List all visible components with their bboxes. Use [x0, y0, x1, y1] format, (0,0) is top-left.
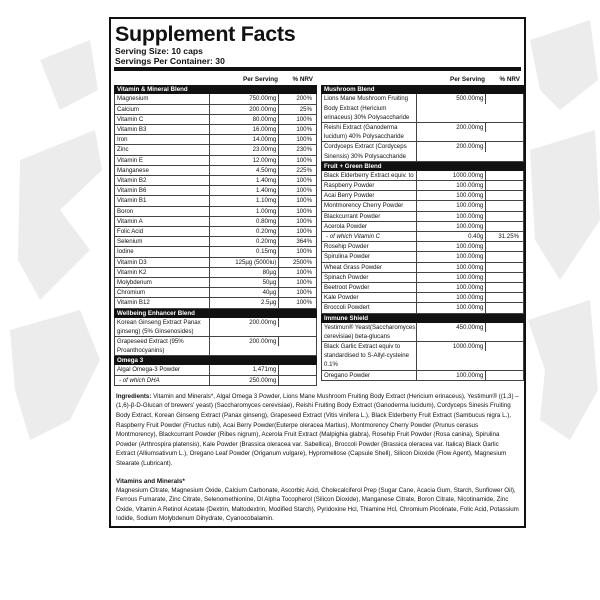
- nrv-value: 100%: [296, 156, 312, 164]
- ingredient-name: Folic Acid: [115, 227, 210, 236]
- table-row: [114, 217, 317, 227]
- per-serving-value: 0.80mg: [210, 217, 279, 226]
- ingredient-name: Vitamin B12: [115, 298, 210, 307]
- ingredient-name: Wheat Grass Powder: [322, 263, 417, 272]
- servings-per-container: Servings Per Container: 30: [115, 56, 225, 67]
- table-row: [321, 222, 524, 232]
- immune-rows: [321, 323, 524, 381]
- table-row: [114, 115, 317, 125]
- ingredient-name: Vitamin B3: [115, 125, 210, 134]
- vitamin-mineral-blend-header: Vitamin & Mineral Blend: [114, 85, 317, 94]
- table-row: [114, 94, 317, 104]
- table-row: [114, 237, 317, 247]
- per-serving-value: 250.00mg: [210, 376, 279, 385]
- per-serving-value: 2.5µg: [210, 298, 279, 307]
- nrv-value: 225%: [296, 166, 312, 174]
- table-row: [321, 201, 524, 211]
- table-row: [114, 135, 317, 145]
- column-header: [321, 75, 524, 85]
- per-serving-value: 200.00mg: [210, 318, 279, 327]
- per-serving-value: 23.00mg: [210, 145, 279, 154]
- per-serving-value: 50µg: [210, 278, 279, 287]
- ingredient-name: Chromium: [115, 288, 210, 297]
- per-serving-value: 100.00mg: [417, 201, 486, 210]
- ingredient-name: Rosehip Powder: [322, 242, 417, 251]
- ingredient-name: Boron: [115, 207, 210, 216]
- per-serving-value: 200.00mg: [417, 123, 486, 132]
- per-serving-value: 125µg (5000iu): [210, 258, 279, 267]
- table-row: [321, 263, 524, 273]
- table-row: [114, 105, 317, 115]
- ingredient-name: Yestimun® Yeast(Saccharomyces cerevisiae) beta-glucans: [324, 323, 416, 340]
- omega-blend-header: Omega 3: [114, 356, 317, 365]
- ingredient-name: Magnesium: [115, 94, 210, 103]
- table-row: [114, 186, 317, 196]
- per-serving-value: 100.00mg: [417, 222, 486, 231]
- nrv-value: 100%: [296, 268, 312, 276]
- per-serving-value: 100.00mg: [417, 293, 486, 302]
- table-row: [321, 283, 524, 293]
- per-serving-value: 1000.00mg: [417, 171, 486, 180]
- vitamins-minerals-text: Magnesium Citrate, Magnesium Oxide, Calcium Carbonate, Ascorbic Acid, Cholecalciferol Prep (Sugar Cane, Acacia Gum, Starch, Sunflower Oil), Ferrous Fumarate, Zinc Citrate, Selenomethionine, Dl Alpha Tocopherol (Silicon Dioxide), Manganese Citrate, Boron Citrate, Nicotinamide, Zinc Oxide, Vitamin A Retinol Acetate (Dextrin, Maltodextrin, Modified Starch), Pyridoxine Hcl, Thiamine Hcl, Chromium Picolinate, Folic Acid, Potassium Iodide, Sodium Molybdenum Dihydrate, Cyanocobalamin.: [116, 486, 519, 523]
- ingredient-name: Grapeseed Extract (95% Proanthocyanins): [115, 337, 210, 355]
- ingredient-name: Zinc: [115, 145, 210, 154]
- per-serving-value: 100.00mg: [417, 371, 486, 380]
- table-row: [321, 303, 524, 313]
- left-column: [114, 75, 317, 385]
- per-serving-value: 40µg: [210, 288, 279, 297]
- table-row: [114, 337, 317, 356]
- ingredient-name: Calcium: [115, 105, 210, 114]
- ingredient-name: Vitamin A: [115, 217, 210, 226]
- ingredient-name: Vitamin E: [115, 156, 210, 165]
- per-serving-value: 100.00mg: [417, 283, 486, 292]
- ingredient-name: Broccoli Powdert: [322, 303, 417, 312]
- table-row: [321, 371, 524, 381]
- per-serving-value: 14.00mg: [210, 135, 279, 144]
- ingredient-name: Black Garlic Extract equiv to standardised to S-Allyl-cysteine 0.1%: [322, 342, 417, 370]
- per-serving-value: 16.00mg: [210, 125, 279, 134]
- per-serving-value: 0.20mg: [210, 237, 279, 246]
- wellbeing-rows: [114, 318, 317, 357]
- ingredients-section: [114, 392, 521, 526]
- nrv-value: 100%: [296, 299, 312, 307]
- table-row: [321, 181, 524, 191]
- nrv-value: 25%: [299, 105, 312, 113]
- per-serving-value: 100.00mg: [417, 273, 486, 282]
- fruit-green-rows: [321, 171, 524, 314]
- table-row: [114, 156, 317, 166]
- per-serving-value: 1000.00mg: [417, 342, 486, 351]
- table-row: [321, 123, 524, 142]
- table-row: [114, 176, 317, 186]
- right-column: [321, 75, 524, 385]
- ingredients-text: Vitamin and Minerals*, Algal Omega 3 Powder, Lions Mane Mushroom Fruiting Body Extract (Hericium erinaceus), Yestimun® ((1,3) –(1,6)-β-D-Glucan of brewers' yeast) (Saccharomyces cerevisiae), Reishi Fruiting Body Extract (Ganoderma lucidum), Cordyceps Sinesis Fruiting Body Extract, Korean Ginseng Extract (Panax ginseng), Grapeseed Extract (Vitis vinifera L.), Black Elderberry Fruit Extract (Sambucus nigra L.), Raspberry Fruit Powder (Fructus rubi), Acai Berry Powder(Euterpe oleracea Martius), Montmorency Cherry Powder (Prunus cerasus Montmorency), Blackcurrant Powder (Ribes nigrum), Acerola Fruit Extract (Malpighia glabra), Rosehip Fruit Powder (Rosa canina), Spirulina Powder (Arthrospira platensis), Kale Powder (Brassica oleracea var. Sabellica), Broccoli Powder (Brassica oleracea var. Italica) Black Garlic Extract (Alliumsativum L.), Oregano Leaf Powder (Origanum vulgare), Hypromellose (Capsule Shell), Silicon Dioxide (Flow Agent), Magnesium Stearate (Lubricant).: [116, 392, 519, 468]
- ingredient-name: Beetroot Powder: [322, 283, 417, 292]
- table-row: [321, 94, 524, 123]
- per-serving-value: 100.00mg: [417, 252, 486, 261]
- ingredient-name: - of which Vitamin C: [322, 232, 417, 241]
- table-row: [321, 171, 524, 181]
- nrv-header: % NRV: [499, 76, 520, 84]
- table-row: [114, 247, 317, 257]
- vitamins-minerals-title: Vitamins and Minerals*: [116, 477, 185, 485]
- table-row: [114, 166, 317, 176]
- ingredient-name: Vitamin B1: [115, 196, 210, 205]
- per-serving-value: 80µg: [210, 268, 279, 277]
- per-serving-value: 1,471mg: [210, 365, 279, 374]
- nrv-value: 100%: [296, 217, 312, 225]
- ingredient-name: Blackcurrant Powder: [322, 212, 417, 221]
- table-row: [114, 227, 317, 237]
- per-serving-value: 200.00mg: [417, 142, 486, 151]
- table-row: [114, 376, 317, 386]
- per-serving-value: 1.00mg: [210, 207, 279, 216]
- nrv-value: 230%: [296, 146, 312, 154]
- per-serving-value: 4.50mg: [210, 166, 279, 175]
- facts-columns: [114, 75, 521, 385]
- per-serving-value: 200.00mg: [210, 337, 279, 346]
- table-row: [321, 293, 524, 303]
- per-serving-value: 1.40mg: [210, 186, 279, 195]
- nrv-value: 100%: [296, 248, 312, 256]
- nrv-value: 100%: [296, 136, 312, 144]
- ingredient-name: Acerola Powder: [322, 222, 417, 231]
- ingredient-name: Cordyceps Extract (Cordyceps Sinensis) 30% Polysaccharide: [322, 142, 417, 160]
- ingredient-name: Montmorency Cherry Powder: [322, 201, 417, 210]
- table-row: [114, 288, 317, 298]
- table-row: [114, 318, 317, 337]
- mushroom-rows: [321, 94, 524, 161]
- mushroom-blend-header: Mushroom Blend: [321, 85, 524, 94]
- per-serving-value: 0.40g: [417, 232, 486, 241]
- table-row: [321, 232, 524, 242]
- ingredient-name: Vitamin B2: [115, 176, 210, 185]
- ingredient-name: Vitamin C: [115, 115, 210, 124]
- per-serving-value: 100.00mg: [417, 263, 486, 272]
- nrv-value: 31.25%: [498, 233, 519, 241]
- ingredient-name: Acai Berry Powder: [322, 191, 417, 200]
- nrv-value: 364%: [296, 238, 312, 246]
- per-serving-value: 80.00mg: [210, 115, 279, 124]
- per-serving-value: 12.00mg: [210, 156, 279, 165]
- ingredients-paragraph: [116, 392, 519, 469]
- per-serving-value: 1.40mg: [210, 176, 279, 185]
- per-serving-value: 100.00mg: [417, 303, 486, 312]
- per-serving-value: 450.00mg: [417, 323, 486, 332]
- wellbeing-blend-header: Wellbeing Enhancer Blend: [114, 309, 317, 318]
- ingredient-name: Manganese: [115, 166, 210, 175]
- per-serving-value: 0.15mg: [210, 247, 279, 256]
- table-row: [321, 252, 524, 262]
- ingredient-name: - of which DHA: [115, 376, 210, 385]
- nrv-header: % NRV: [292, 76, 313, 84]
- nrv-value: 100%: [296, 197, 312, 205]
- ingredient-name: Iron: [115, 135, 210, 144]
- ingredient-name: Spinach Powder: [322, 273, 417, 282]
- ingredient-name: Vitamin K2: [115, 268, 210, 277]
- nrv-value: 100%: [296, 126, 312, 134]
- table-row: [321, 323, 524, 342]
- table-row: [114, 196, 317, 206]
- ingredient-name: Black Elderberry Extract equiv. to: [322, 171, 417, 180]
- per-serving-value: 1.10mg: [210, 196, 279, 205]
- nrv-value: 100%: [296, 115, 312, 123]
- table-row: [321, 273, 524, 283]
- nrv-value: 2500%: [293, 258, 312, 266]
- ingredient-name: Raspberry Powder: [322, 181, 417, 190]
- table-row: [114, 125, 317, 135]
- ingredient-name: Algal Omega-3 Powder: [115, 365, 210, 374]
- nrv-value: 100%: [296, 187, 312, 195]
- ingredient-name: Lions Mane Mushroom Fruiting Body Extract (Hericium erinaceus) 30% Polysaccharide: [322, 94, 417, 122]
- per-serving-value: 100.00mg: [417, 191, 486, 200]
- per-serving-value: 500.00mg: [417, 94, 486, 103]
- per-serving-value: 100.00mg: [417, 212, 486, 221]
- table-row: [321, 191, 524, 201]
- per-serving-value: 100.00mg: [417, 242, 486, 251]
- ingredient-name: Iodine: [115, 247, 210, 256]
- table-row: [114, 298, 317, 308]
- nrv-value: 100%: [296, 228, 312, 236]
- table-row: [321, 142, 524, 161]
- nrv-value: 100%: [296, 207, 312, 215]
- ingredient-name: Korean Ginseng Extract Panax ginseng) (5% Ginsenosides): [115, 318, 210, 336]
- ingredient-name: Vitamin D3: [115, 258, 210, 267]
- ingredient-name: Vitamin B6: [115, 186, 210, 195]
- per-serving-header: Per Serving: [243, 76, 278, 84]
- serving-size: Serving Size: 10 caps: [115, 46, 203, 56]
- nrv-value: 200%: [296, 95, 312, 103]
- ingredient-name: Spirulina Powder: [322, 252, 417, 261]
- table-row: [114, 268, 317, 278]
- table-row: [321, 212, 524, 222]
- nrv-value: 100%: [296, 289, 312, 297]
- column-header: [114, 75, 317, 85]
- per-serving-value: 750.00mg: [210, 94, 279, 103]
- immune-shield-header: Immune Shield: [321, 314, 524, 323]
- ingredients-label: Ingredients:: [116, 392, 152, 400]
- per-serving-header: Per Serving: [450, 76, 485, 84]
- fruit-green-blend-header: Fruit + Green Blend: [321, 162, 524, 171]
- per-serving-value: 0.20mg: [210, 227, 279, 236]
- nrv-value: 100%: [296, 279, 312, 287]
- nrv-value: 100%: [296, 177, 312, 185]
- table-row: [114, 278, 317, 288]
- vitamin-mineral-rows: [114, 94, 317, 308]
- table-row: [114, 258, 317, 268]
- ingredient-name: Oregano Powder: [322, 371, 417, 380]
- panel-title: Supplement Facts: [115, 22, 296, 46]
- omega-rows: [114, 365, 317, 385]
- thick-divider: [114, 67, 521, 71]
- supplement-facts-panel: [109, 17, 526, 528]
- table-row: [114, 365, 317, 375]
- ingredient-name: Selenium: [115, 237, 210, 246]
- per-serving-value: 100.00mg: [417, 181, 486, 190]
- table-row: [114, 207, 317, 217]
- per-serving-value: 200.00mg: [210, 105, 279, 114]
- table-row: [321, 342, 524, 371]
- ingredient-name: Molybdenum: [115, 278, 210, 287]
- ingredient-name: Reishi Extract (Ganoderma lucidum) 40% Polysaccharide: [322, 123, 417, 141]
- table-row: [114, 145, 317, 155]
- table-row: [321, 242, 524, 252]
- ingredient-name: Kale Powder: [322, 293, 417, 302]
